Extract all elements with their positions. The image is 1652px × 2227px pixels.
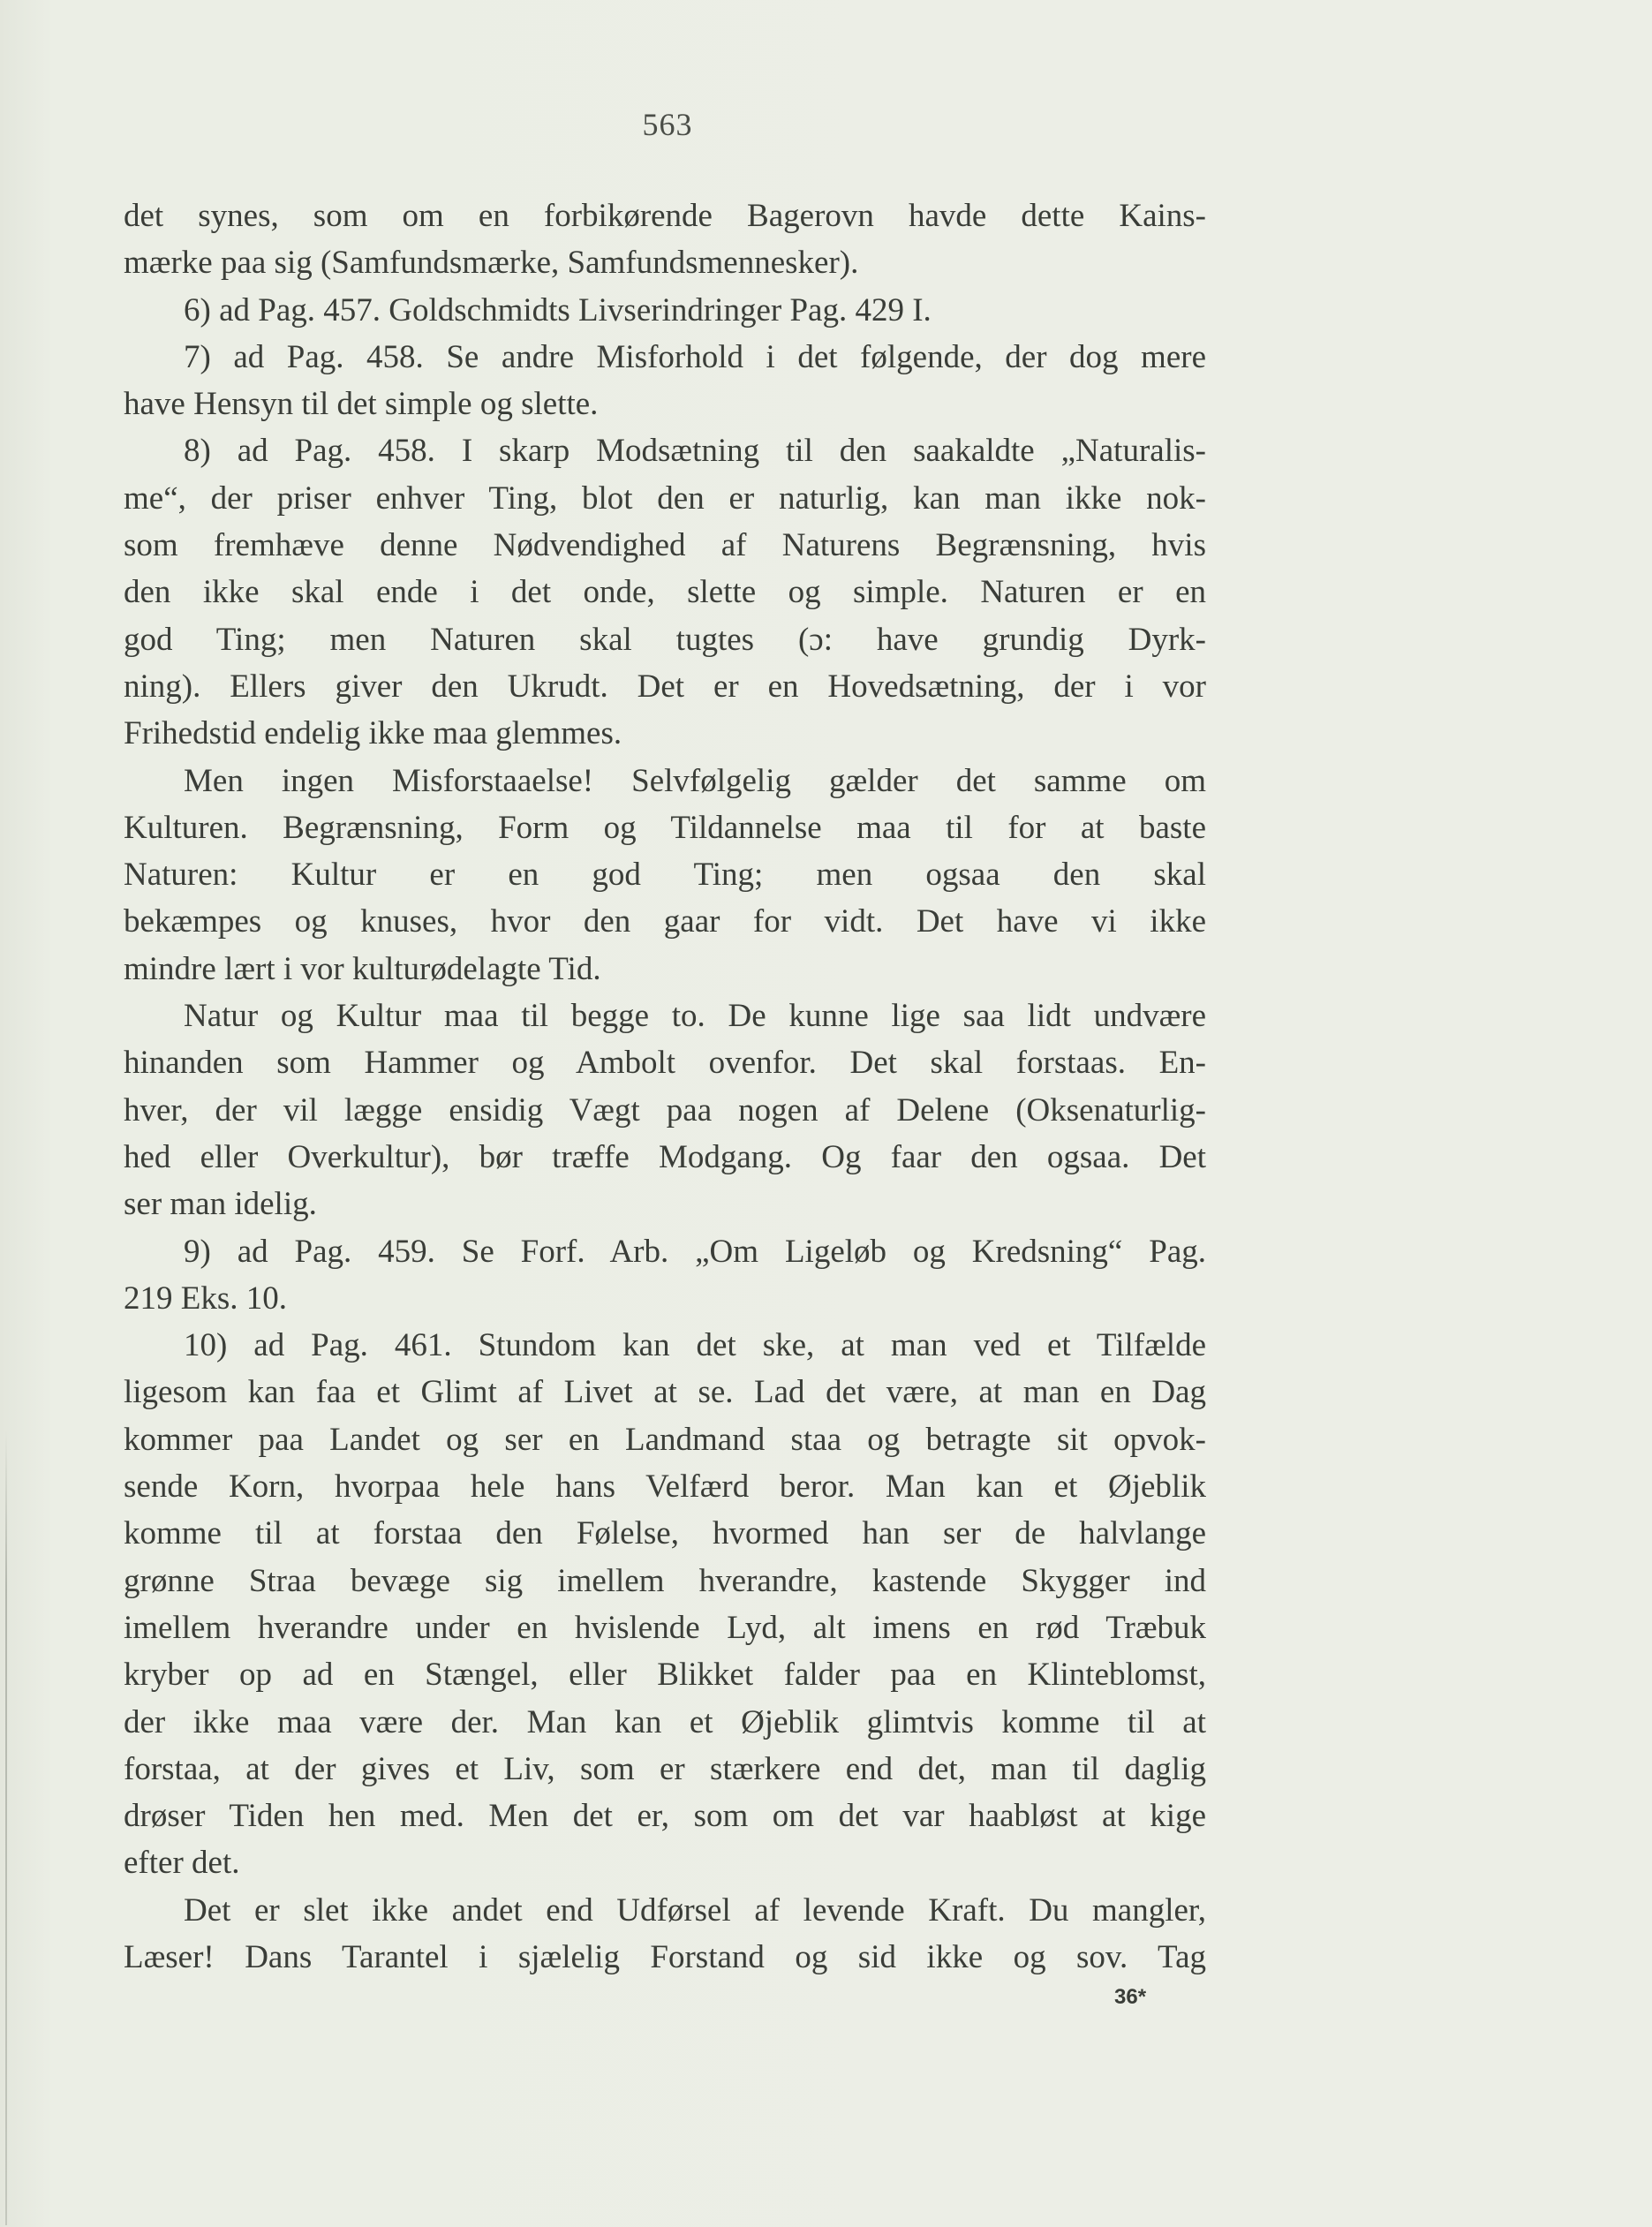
text-line: 8) ad Pag. 458. I skarp Modsætning til den saakaldte „Naturalis-: [184, 433, 1206, 470]
text-line: hed eller Overkultur), bør træffe Modgang. Og faar den ogsaa. Det: [124, 1138, 1206, 1175]
text-line: Det er slet ikke andet end Udførsel af levende Kraft. Du mangler,: [184, 1891, 1206, 1929]
text-line: 6) ad Pag. 457. Goldschmidts Livserindringer Pag. 429 I.: [184, 291, 932, 328]
text-line: Naturen: Kultur er en god Ting; men ogsaa den skal: [124, 857, 1206, 894]
text-line: mærke paa sig (Samfundsmærke, Samfundsmennesker).: [124, 245, 859, 282]
text-line: 7) ad Pag. 458. Se andre Misforhold i det følgende, der dog mere: [184, 338, 1206, 375]
text-line: efter det.: [124, 1845, 240, 1882]
text-line: mindre lært i vor kulturødelagte Tid.: [124, 950, 601, 987]
text-line: ligesom kan faa et Glimt af Livet at se. Lad det være, at man en Dag: [124, 1374, 1206, 1411]
text-line: komme til at forstaa den Følelse, hvormed han ser de halvlange: [124, 1515, 1206, 1552]
text-line: Kulturen. Begrænsning, Form og Tildannelse maa til for at baste: [124, 809, 1206, 846]
text-line: hver, der vil lægge ensidig Vægt paa nogen af Delene (Oksenaturlig-: [124, 1091, 1206, 1129]
page-number: 563: [642, 107, 693, 142]
text-line: det synes, som om en forbikørende Bagerovn havde dette Kains-: [124, 198, 1206, 234]
text-line: der ikke maa være der. Man kan et Øjeblik glimtvis komme til at: [124, 1703, 1206, 1740]
text-line: bekæmpes og knuses, hvor den gaar for vidt. Det have vi ikke: [124, 903, 1206, 940]
text-line: Men ingen Misforstaaelse! Selvfølgelig gælder det samme om: [184, 762, 1206, 799]
text-line: have Hensyn til det simple og slette.: [124, 386, 599, 423]
page-edge-shadow: [5, 1431, 7, 2225]
text-line: god Ting; men Naturen skal tugtes (ɔ: have grundig Dyrk-: [124, 621, 1206, 658]
text-line: kryber op ad en Stængel, eller Blikket falder paa en Klinteblomst,: [124, 1657, 1206, 1694]
text-line: 10) ad Pag. 461. Stundom kan det ske, at man ved et Tilfælde: [184, 1327, 1206, 1364]
text-line: drøser Tiden hen med. Men det er, som om det var haabløst at kige: [124, 1798, 1206, 1835]
text-line: 9) ad Pag. 459. Se Forf. Arb. „Om Ligeløb og Kredsning“ Pag.: [184, 1233, 1206, 1270]
text-line: sende Korn, hvorpaa hele hans Velfærd beror. Man kan et Øjeblik: [124, 1468, 1206, 1506]
text-line: forstaa, at der gives et Liv, som er stærkere end det, man til daglig: [124, 1750, 1206, 1787]
text-line: kommer paa Landet og ser en Landmand staa og betragte sit opvok-: [124, 1421, 1206, 1458]
body-text: [124, 193, 1206, 1981]
text-line: Frihedstid endelig ikke maa glemmes.: [124, 715, 622, 752]
text-line: me“, der priser enhver Ting, blot den er naturlig, kan man ikke nok-: [124, 479, 1206, 517]
text-line: ning). Ellers giver den Ukrudt. Det er en Hovedsætning, der i vor: [124, 668, 1206, 705]
text-line: 219 Eks. 10.: [124, 1280, 287, 1317]
text-line: imellem hverandre under en hvislende Lyd, alt imens en rød Træbuk: [124, 1609, 1206, 1646]
text-line: som fremhæve denne Nødvendighed af Naturens Begrænsning, hvis: [124, 527, 1206, 564]
text-line: Læser! Dans Tarantel i sjælelig Forstand og sid ikke og sov. Tag: [124, 1938, 1206, 1975]
text-line: den ikke skal ende i det onde, slette og simple. Naturen er en: [124, 574, 1206, 611]
signature-mark: 36*: [1114, 1985, 1147, 2009]
text-line: Natur og Kultur maa til begge to. De kunne lige saa lidt undvære: [184, 998, 1206, 1035]
text-line: ser man idelig.: [124, 1186, 317, 1223]
text-line: grønne Straa bevæge sig imellem hverandre, kastende Skygger ind: [124, 1562, 1206, 1599]
text-line: hinanden som Hammer og Ambolt ovenfor. Det skal forstaas. En-: [124, 1045, 1206, 1082]
